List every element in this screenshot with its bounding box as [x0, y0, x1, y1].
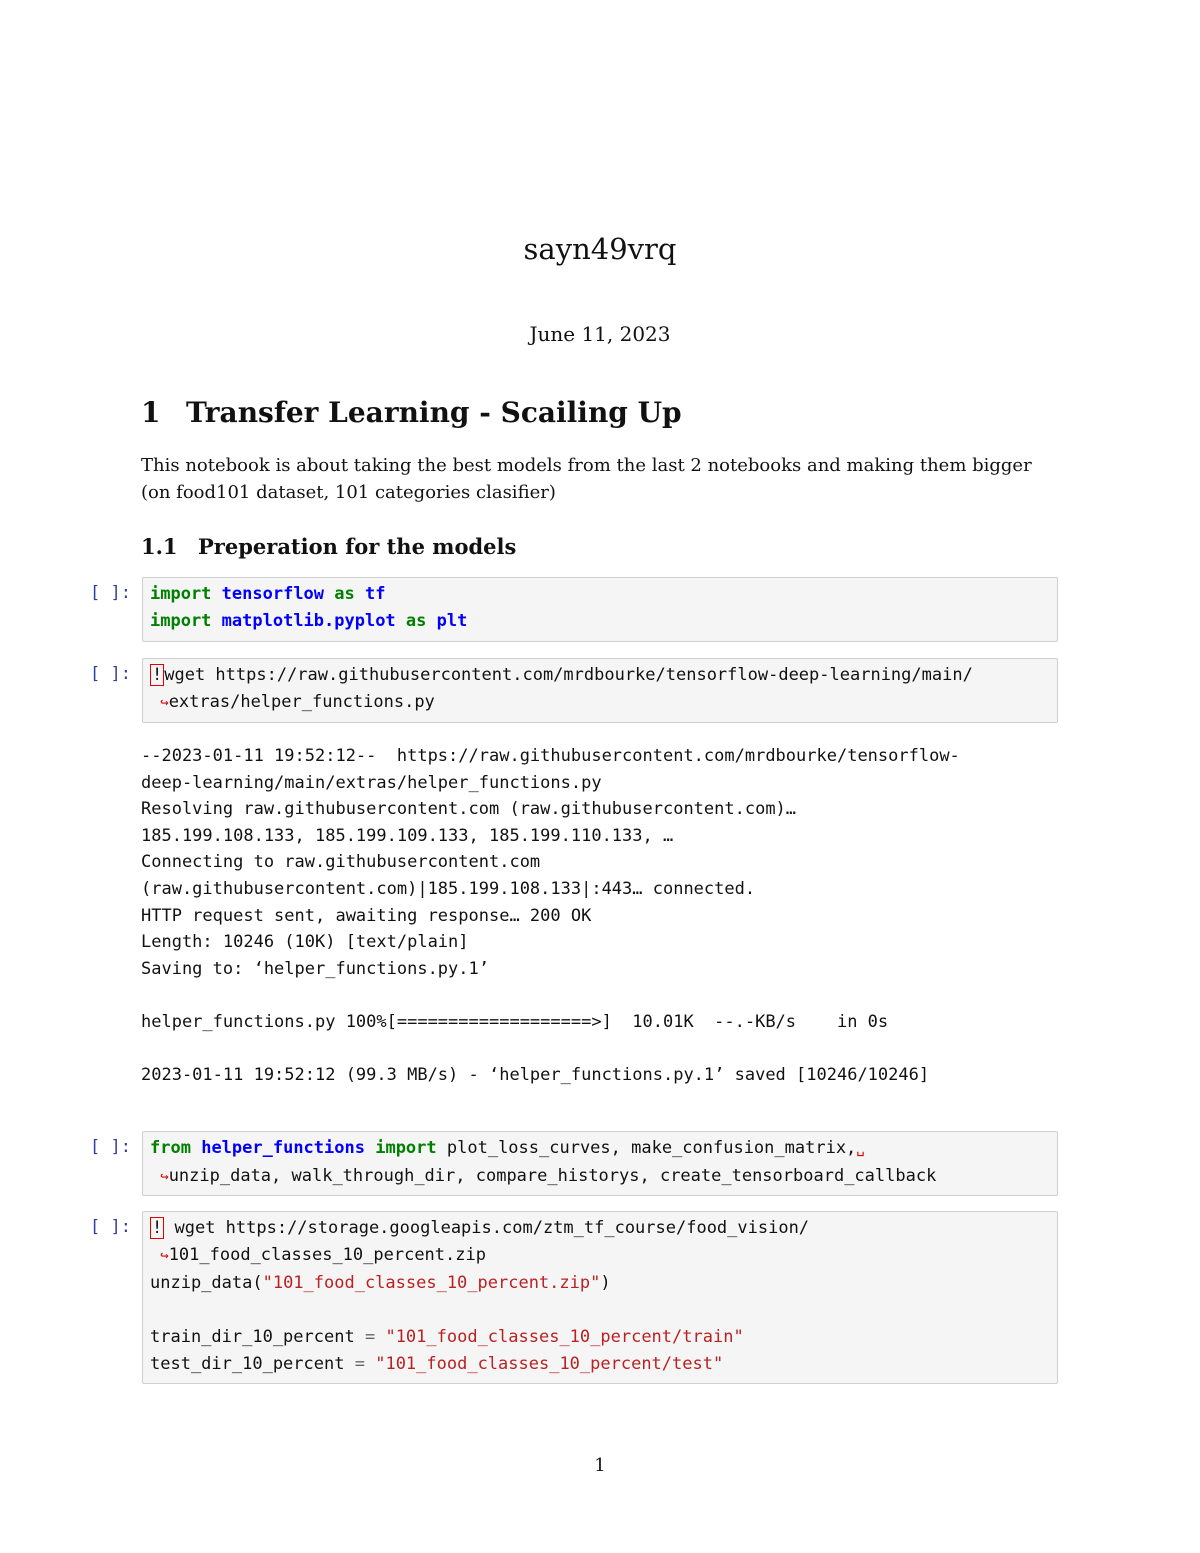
shell-bang: !: [152, 665, 163, 685]
line-continuation-icon: ↪: [160, 1248, 169, 1264]
code-cell-source: ! wget https://raw.githubusercontent.com/mrdbourke/tensorflow-deep-learning/main/ ↪extras/helper_functions.py: [152, 665, 973, 712]
code-cell[interactable]: [142, 1131, 1058, 1196]
code-cell-source: ! wget https://storage.googleapis.com/ztm_tf_course/food_vision/ ↪101_food_classes_10_percent.zip unzip_data("101_food_classes_10_percent.zip") train_dir_10_percent = "101_food_classes_10_percent/train" test_dir_10_percent = "101_food_classes_10_percent/test": [150, 1218, 810, 1374]
line-wrap-icon: ␣: [856, 1141, 865, 1157]
cell-prompt: [ ]:: [90, 664, 131, 684]
page-number: 1: [594, 1455, 606, 1476]
code-cell[interactable]: [142, 577, 1058, 642]
intro-paragraph: This notebook is about taking the best models from the last 2 notebooks and making them bigger (on food101 dataset, 101 categories clasifier): [141, 455, 1032, 503]
code-cell[interactable]: [142, 1211, 1058, 1384]
section-number: 1: [141, 396, 161, 429]
section-title: Transfer Learning - Scailing Up: [186, 396, 682, 429]
cell-output: --2023-01-11 19:52:12-- https://raw.githubusercontent.com/mrdbourke/tensorflow- deep-learning/main/extras/helper_functions.py Resolving raw.githubusercontent.com (raw.githubusercontent.com)… 185.199.108.133, 185.199.109.133, 185.199.110.133, … Connecting to raw.githubusercontent.com (raw.githubusercontent.com)|185.199.108.133|:443… connected. HTTP request sent, awaiting response… 200 OK Length: 10246 (10K) [text/plain] Saving to: ‘helper_functions.py.1’ helper_functions.py 100%[===================>] 10.01K --.-KB/s in 0s 2023-01-11 19:52:12 (99.3 MB/s) - ‘helper_functions.py.1’ saved [10246/10246]: [141, 746, 960, 1086]
section-heading: [141, 396, 682, 429]
document-title: sayn49vrq: [523, 232, 677, 266]
code-cell-source: from helper_functions import plot_loss_curves, make_confusion_matrix,␣ ↪unzip_data, walk_through_dir, compare_historys, create_tensorboard_callback: [150, 1138, 937, 1186]
document-date: June 11, 2023: [529, 322, 671, 346]
subsection-heading: [141, 534, 516, 559]
shell-bang: !: [152, 1218, 163, 1238]
line-continuation-icon: ↪: [160, 695, 169, 711]
subsection-title: Preperation for the models: [198, 534, 517, 559]
subsection-number: 1.1: [141, 534, 178, 559]
cell-prompt: [ ]:: [90, 583, 131, 603]
code-cell-source: import tensorflow as tf import matplotlib.pyplot as plt: [150, 584, 468, 631]
code-cell[interactable]: [142, 658, 1058, 723]
cell-prompt: [ ]:: [90, 1217, 131, 1237]
cell-prompt: [ ]:: [90, 1137, 131, 1157]
line-continuation-icon: ↪: [160, 1169, 169, 1185]
